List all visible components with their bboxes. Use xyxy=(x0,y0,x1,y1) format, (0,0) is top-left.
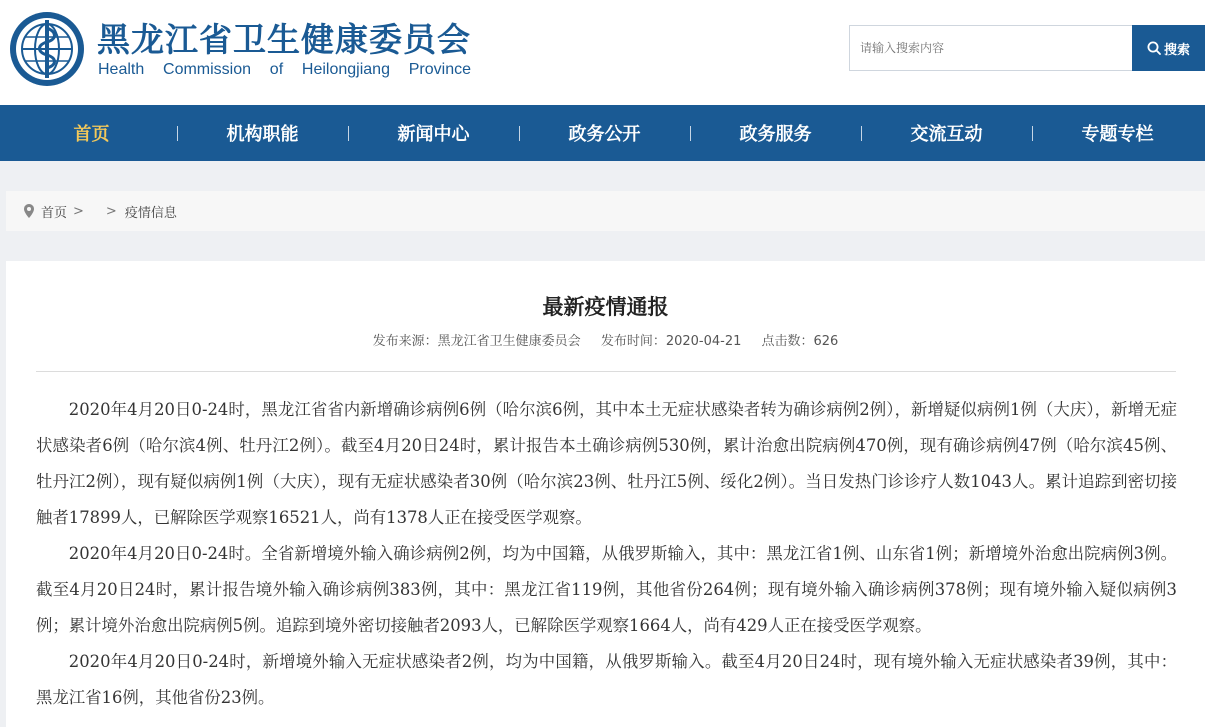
nav-item-government-services[interactable]: 政务服务 xyxy=(739,124,812,145)
article-title: 最新疫情通报 xyxy=(542,295,669,319)
article-meta xyxy=(6,333,1205,351)
who-emblem-icon[interactable] xyxy=(8,10,86,88)
article-publish-time: 发布时间：2020-04-21 xyxy=(600,334,742,349)
article-body xyxy=(36,392,1177,716)
nav-item-government-affairs[interactable]: 政务公开 xyxy=(568,124,641,145)
article-source: 发布来源：黑龙江省卫生健康委员会 xyxy=(372,334,581,349)
nav-item-news-center[interactable]: 新闻中心 xyxy=(397,124,470,145)
breadcrumb xyxy=(6,191,1205,231)
breadcrumb-separator: > xyxy=(73,203,84,219)
nav-item-interaction[interactable]: 交流互动 xyxy=(910,124,983,145)
article-paragraph: 2020年4月20日0-24时。全省新增境外输入确诊病例2例，均为中国籍，从俄罗斯输入，其中：黑龙江省1例、山东省1例；新增境外治愈出院病例3例。截至4月20日24时，累计报告境外输入确诊病例383例，其中：黑龙江省119例，其他省份264例；现有境外输入确诊病例378例；现有境外输入疑似病例3例；累计境外治愈出院病例5例。追踪到境外密切接触者2093人，已解除医学观察1664人，尚有429人正在接受医学观察。 xyxy=(36,544,1177,635)
search-button-label: 搜索 xyxy=(1163,42,1190,58)
site-header xyxy=(0,0,1205,105)
article-click-count: 点击数：626 xyxy=(761,334,839,349)
search-input[interactable] xyxy=(849,25,1133,71)
breadcrumb-home-link[interactable]: 首页 xyxy=(41,205,68,221)
article-panel xyxy=(6,261,1205,727)
main-nav xyxy=(0,105,1205,161)
article-paragraph: 2020年4月20日0-24时，黑龙江省省内新增确诊病例6例（哈尔滨6例，其中本土无症状感染者转为确诊病例2例），新增疑似病例1例（大庆），新增无症状感染者6例（哈尔滨4例、牡丹江2例）。截至4月20日24时，累计报告本土确诊病例530例，累计治愈出院病例470例，现有确诊病例47例（哈尔滨45例、牡丹江2例），现有疑似病例1例（大庆），现有无症状感染者30例（哈尔滨23例、牡丹江5例、绥化2例）。当日发热门诊诊疗人数1043人。累计追踪到密切接触者17899人，已解除医学观察16521人，尚有1378人正在接受医学观察。 xyxy=(36,400,1177,527)
article-divider xyxy=(36,371,1176,372)
article-paragraph: 2020年4月20日0-24时，新增境外输入无症状感染者2例，均为中国籍，从俄罗斯输入。截至4月20日24时，现有境外输入无症状感染者39例，其中：黑龙江省16例，其他省份23例。 xyxy=(36,652,1177,707)
site-title-english xyxy=(98,61,471,79)
site-title[interactable]: 黑龙江省卫生健康委员会 xyxy=(97,20,471,59)
breadcrumb-current[interactable]: 疫情信息 xyxy=(124,205,177,221)
search-button[interactable] xyxy=(1132,25,1205,71)
nav-item-home[interactable]: 首页 xyxy=(73,124,110,145)
nav-item-special-topics[interactable]: 专题专栏 xyxy=(1081,124,1154,145)
site-title-english-word: Heilongjiang xyxy=(301,61,390,78)
nav-item-institution-functions[interactable]: 机构职能 xyxy=(226,124,299,145)
search-icon xyxy=(1147,41,1161,55)
site-title-english-word: Commission xyxy=(163,61,252,78)
breadcrumb-separator: > xyxy=(105,203,117,219)
site-title-english-word: of xyxy=(269,61,284,78)
site-title-english-word: Health xyxy=(98,61,145,78)
location-pin-icon xyxy=(24,204,34,218)
site-title-english-word: Province xyxy=(408,61,471,78)
